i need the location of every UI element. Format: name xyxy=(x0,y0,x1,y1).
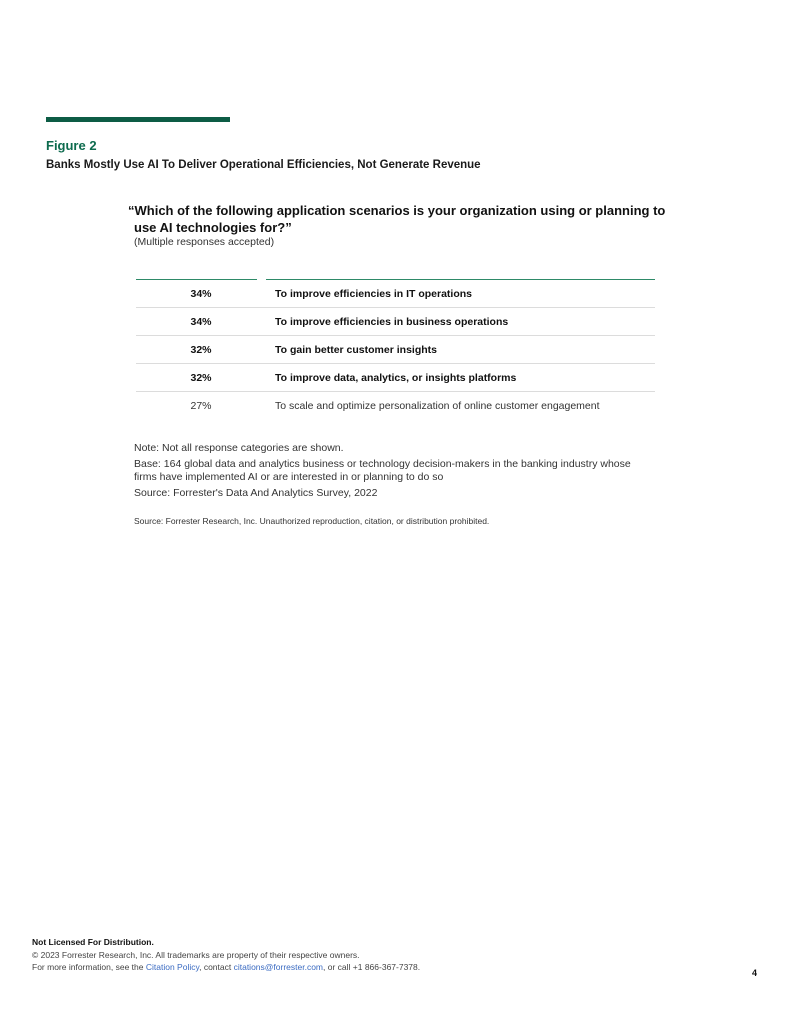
row-label: To improve efficiencies in business operations xyxy=(275,315,509,328)
row-percentage: 32% xyxy=(190,371,212,384)
page-number: 4 xyxy=(752,968,758,978)
row-percentage: 34% xyxy=(190,287,212,300)
row-label: To gain better customer insights xyxy=(275,343,437,356)
figure-title: Banks Mostly Use AI To Deliver Operational Efficiencies, Not Generate Revenue xyxy=(46,159,481,171)
survey-question xyxy=(128,202,668,236)
base-line-2: firms have implemented AI or are interested in or planning to do so xyxy=(134,470,444,483)
citations-email-link[interactable]: citations@forrester.com xyxy=(233,962,324,972)
figure-label: Figure 2 xyxy=(46,138,97,153)
accent-bar xyxy=(46,117,230,122)
table-row xyxy=(136,364,655,392)
contact-suffix: , or call +1 866-367-7378. xyxy=(323,962,421,972)
row-label: To improve efficiencies in IT operations xyxy=(275,287,473,300)
row-percentage: 34% xyxy=(190,315,212,328)
survey-source: Source: Forrester's Data And Analytics Survey, 2022 xyxy=(134,487,378,499)
table-row xyxy=(136,280,655,308)
citation-policy-link[interactable]: Citation Policy xyxy=(145,962,200,972)
results-table xyxy=(136,280,655,419)
responses-note: (Multiple responses accepted) xyxy=(134,236,275,248)
figure-notes xyxy=(134,440,664,501)
row-percentage: 32% xyxy=(190,343,212,356)
table-row xyxy=(136,392,655,419)
question-line-2: use AI technologies for?” xyxy=(134,220,292,235)
contact-info xyxy=(32,961,420,974)
contact-prefix: For more information, see the xyxy=(32,962,146,972)
note-text: Note: Not all response categories are shown. xyxy=(134,442,344,454)
row-label: To scale and optimize personalization of online customer engagement xyxy=(275,399,600,412)
table-row xyxy=(136,336,655,364)
page-footer xyxy=(32,936,420,974)
license-notice: Not Licensed For Distribution. xyxy=(32,937,154,947)
question-line-1: “Which of the following application scenarios is your organization using or planning to xyxy=(128,203,666,218)
base-text xyxy=(134,458,664,483)
row-percentage: 27% xyxy=(190,399,212,412)
contact-mid: , contact xyxy=(199,962,234,972)
table-row xyxy=(136,308,655,336)
row-label: To improve data, analytics, or insights platforms xyxy=(275,371,517,384)
copyright-source-line: Source: Forrester Research, Inc. Unauthorized reproduction, citation, or distribution prohibited. xyxy=(134,516,490,526)
base-line-1: Base: 164 global data and analytics business or technology decision-makers in the banking industry whose xyxy=(134,458,631,470)
copyright-notice: © 2023 Forrester Research, Inc. All trademarks are property of their respective owners. xyxy=(32,949,360,960)
